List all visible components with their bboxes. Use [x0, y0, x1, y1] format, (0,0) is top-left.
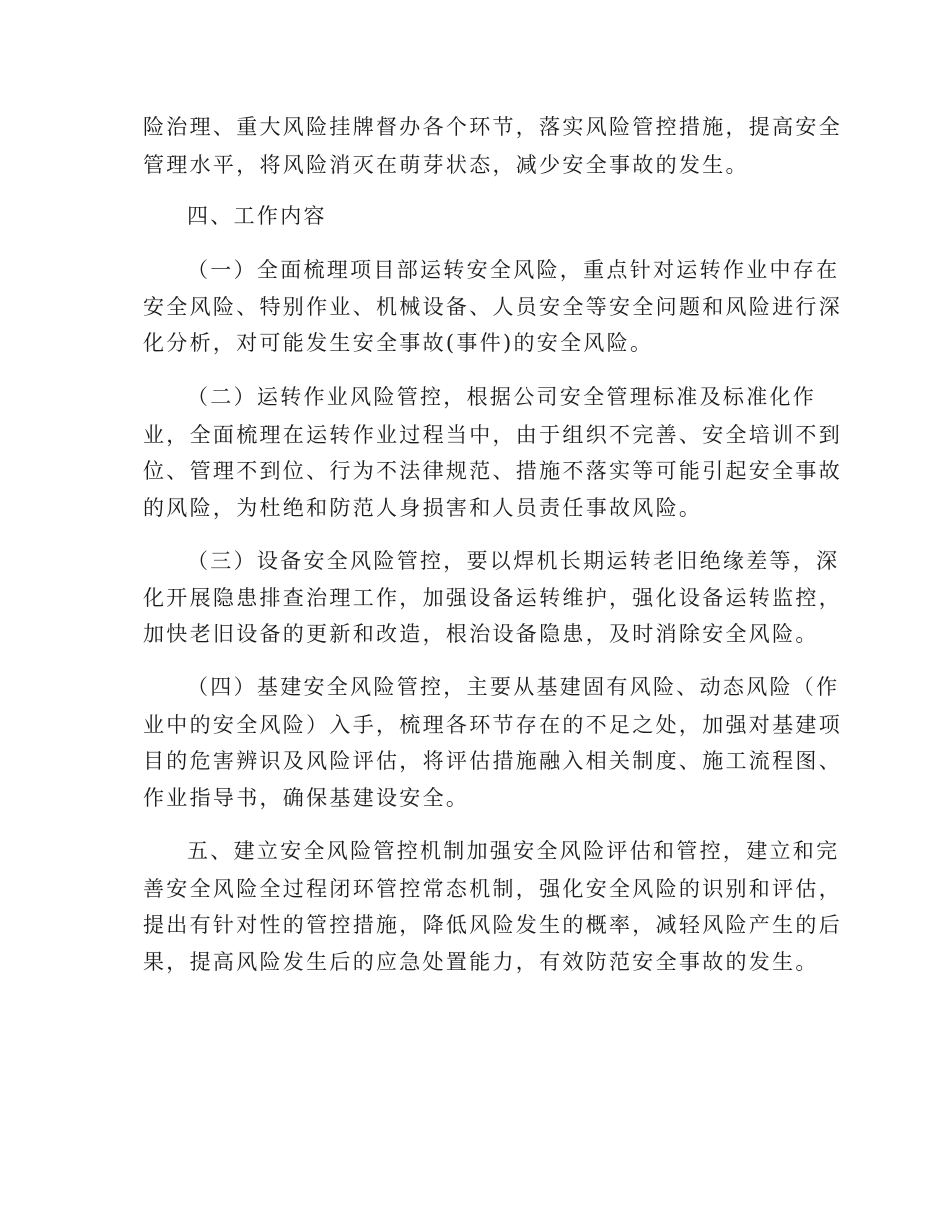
text-line: 化开展隐患排查治理工作，加强设备运转维护，强化设备运转监控， [143, 586, 842, 610]
text-line: 果，提高风险发生后的应急处置能力，有效防范安全事故的发生。 [143, 950, 819, 974]
text-line: （一）全面梳理项目部运转安全风险，重点针对运转作业中存在 [187, 258, 840, 282]
text-line: 业，全面梳理在运转作业过程当中，由于组织不完善、安全培训不到 [143, 423, 842, 447]
text-line: 作业指导书，确保基建设安全。 [143, 786, 470, 810]
text-line: 管理水平，将风险消灭在萌芽状态，减少安全事故的发生。 [143, 153, 749, 177]
text-line: 险治理、重大风险挂牌督办各个环节，落实风险管控措施，提高安全 [143, 115, 842, 139]
section-heading: 五、建立安全风险管控机制加强安全风险评估和管控，建立和完 [187, 839, 840, 863]
text-line: 化分析，对可能发生安全事故(事件)的安全风险。 [143, 331, 654, 355]
text-line: （三）设备安全风险管控，要以焊机长期运转老旧绝缘差等，深 [187, 549, 840, 573]
text-line: 位、管理不到位、行为不法律规范、措施不落实等可能引起安全事故 [143, 459, 842, 483]
text-line: （四）基建安全风险管控，主要从基建固有风险、动态风险（作 [187, 675, 840, 699]
text-line: 目的危害辨识及风险评估，将评估措施融入相关制度、施工流程图、 [143, 749, 842, 773]
text-line: 业中的安全风险）入手，梳理各环节存在的不足之处，加强对基建项 [143, 713, 842, 737]
text-line: 加快老旧设备的更新和改造，根治设备隐患，及时消除安全风险。 [143, 622, 819, 646]
text-line: （二）运转作业风险管控，根据公司安全管理标准及标准化作 [187, 385, 817, 409]
text-line: 善安全风险全过程闭环管控常态机制，强化安全风险的识别和评估， [143, 877, 842, 901]
text-line: 提出有针对性的管控措施，降低风险发生的概率，减轻风险产生的后 [143, 913, 842, 937]
text-line: 的风险，为杜绝和防范人身损害和人员责任事故风险。 [143, 496, 703, 520]
section-heading: 四、工作内容 [187, 204, 327, 228]
text-line: 安全风险、特别作业、机械设备、人员安全等安全问题和风险进行深 [143, 295, 842, 319]
